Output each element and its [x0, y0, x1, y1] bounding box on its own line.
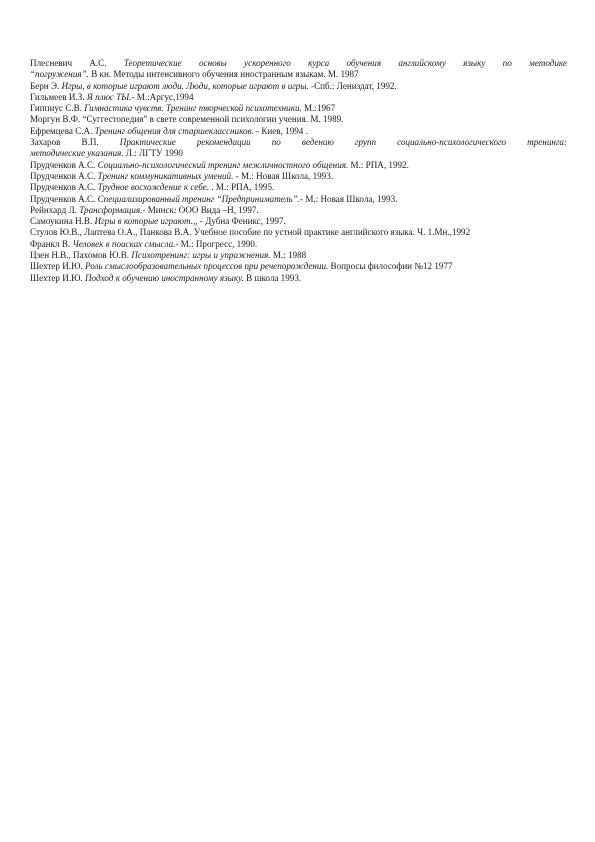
- reference-details: - М.: Новая Школа, 1993.: [300, 193, 398, 204]
- reference-title: Я плюс ТЫ.: [86, 91, 132, 102]
- reference-title: Трансформация.: [79, 204, 143, 215]
- reference-details: “Суггестопедия” в свете современной психологии учения. М. 1989.: [82, 114, 344, 125]
- reference-entry: [30, 194, 567, 205]
- reference-author: Прудченков А.С.: [30, 159, 98, 170]
- reference-title: Тренинг общения для старшеклассников.: [94, 125, 254, 136]
- reference-details: М.: 1988: [270, 250, 307, 261]
- reference-details: М.:1967: [301, 103, 336, 114]
- reference-entry: [30, 160, 567, 171]
- reference-details: М.: РПА, 1992.: [348, 159, 409, 170]
- reference-title: Гимнастика чувств. Тренинг творческой психотехники.: [84, 103, 302, 114]
- reference-author: Шехтер И.Ю.: [30, 261, 85, 272]
- reference-title: Трудное восхождение к себе.: [97, 182, 210, 193]
- reference-details: . М.: РПА, 1995.: [209, 182, 275, 193]
- reference-author: Берн Э.: [30, 80, 62, 91]
- reference-details: -Спб.: Лениздат, 1992.: [308, 80, 397, 91]
- reference-entry: [30, 182, 567, 193]
- reference-author: Франкл В.: [30, 238, 73, 249]
- reference-details: Вопросы философии №12 1977: [328, 261, 453, 272]
- reference-author: Прудченков А.С.: [30, 193, 98, 204]
- reference-title: Практические рекомендации по ведению групп социально-психологического тренинга:: [119, 137, 567, 148]
- reference-title: Специализированный тренинг “Предприниматель”.: [97, 193, 301, 204]
- reference-details: В кн. Методы интенсивного обучения иностранным языкам. М. 1987: [88, 69, 359, 80]
- reference-details: - Дубна Феникс, 1997.: [197, 216, 286, 227]
- reference-author: Захаров В.П.: [30, 137, 120, 148]
- reference-author: Прудченков А.С.: [30, 182, 98, 193]
- reference-entry: [30, 239, 567, 250]
- reference-author: Самоукина Н.В.: [30, 216, 95, 227]
- reference-details: - Минск: ООО Вида –Н, 1997.: [142, 204, 259, 215]
- reference-entry: [30, 205, 567, 216]
- reference-list: [30, 58, 567, 284]
- reference-title: Человек в поисках смысла.: [72, 238, 176, 249]
- reference-title: Психотренинг: игры и упражнения.: [131, 250, 271, 261]
- reference-title: Игры, в которые играют люди. Люди, которые играют в игры.: [61, 80, 309, 91]
- reference-title: Тренинг коммуникативных умений.: [97, 170, 234, 181]
- reference-author: Шехтер И.Ю.: [30, 272, 85, 283]
- reference-entry: [30, 103, 567, 114]
- reference-title-continued: методические указания.: [30, 148, 124, 159]
- reference-title: Социально-психологический тренинг межличностного общения.: [97, 159, 349, 170]
- reference-entry: [30, 81, 567, 92]
- reference-title: Теоретические основы ускоренного курса обучения английскому языку по методике: [123, 58, 567, 68]
- reference-entry: [30, 273, 567, 284]
- reference-author: Стулов Ю.В., Лаптева О.А., Панкова В.А.: [30, 227, 194, 238]
- reference-entry: [30, 227, 567, 238]
- reference-author: Гильмеев И.З.: [30, 91, 87, 102]
- reference-details: В школа 1993.: [243, 272, 302, 283]
- reference-title: Подход к обучению иностранному языку.: [84, 272, 244, 283]
- reference-entry: [30, 250, 567, 261]
- reference-details: - М.: Новая Школа, 1993.: [233, 170, 334, 181]
- reference-entry: [30, 261, 567, 272]
- reference-entry: [30, 114, 567, 125]
- reference-entry: [30, 137, 567, 160]
- reference-details: - М.: Прогресс, 1990.: [175, 238, 258, 249]
- reference-details: Л.: ЛГТУ 1990: [123, 148, 183, 159]
- reference-entry: [30, 58, 567, 81]
- reference-author: Цзен Н.В., Пахомов Ю.В.: [30, 250, 132, 261]
- reference-title: Роль смыслообразовательных процессов при речепорождении.: [84, 261, 329, 272]
- reference-author: Прудченков А.С.: [30, 170, 98, 181]
- reference-author: Гиппиус С.В.: [30, 103, 85, 114]
- reference-details: - Киев, 1994 .: [253, 125, 308, 136]
- reference-author: Моргун В.Ф.: [30, 114, 83, 125]
- reference-title: Игры в которые играют.,,: [94, 216, 198, 227]
- reference-author: Рейнхард Л.: [30, 204, 80, 215]
- reference-entry: [30, 171, 567, 182]
- reference-details: - М.:Аргус,1994: [131, 91, 194, 102]
- reference-details: Учебное пособие по устной практике английского языка. Ч. 1.Мн.,1992: [193, 227, 471, 238]
- reference-author: Ефремцева С.А.: [30, 125, 95, 136]
- reference-author: Плесневич А.С.: [30, 58, 124, 68]
- reference-entry: [30, 216, 567, 227]
- reference-title-continued: “погружения”.: [30, 69, 89, 80]
- reference-entry: [30, 92, 567, 103]
- reference-entry: [30, 126, 567, 137]
